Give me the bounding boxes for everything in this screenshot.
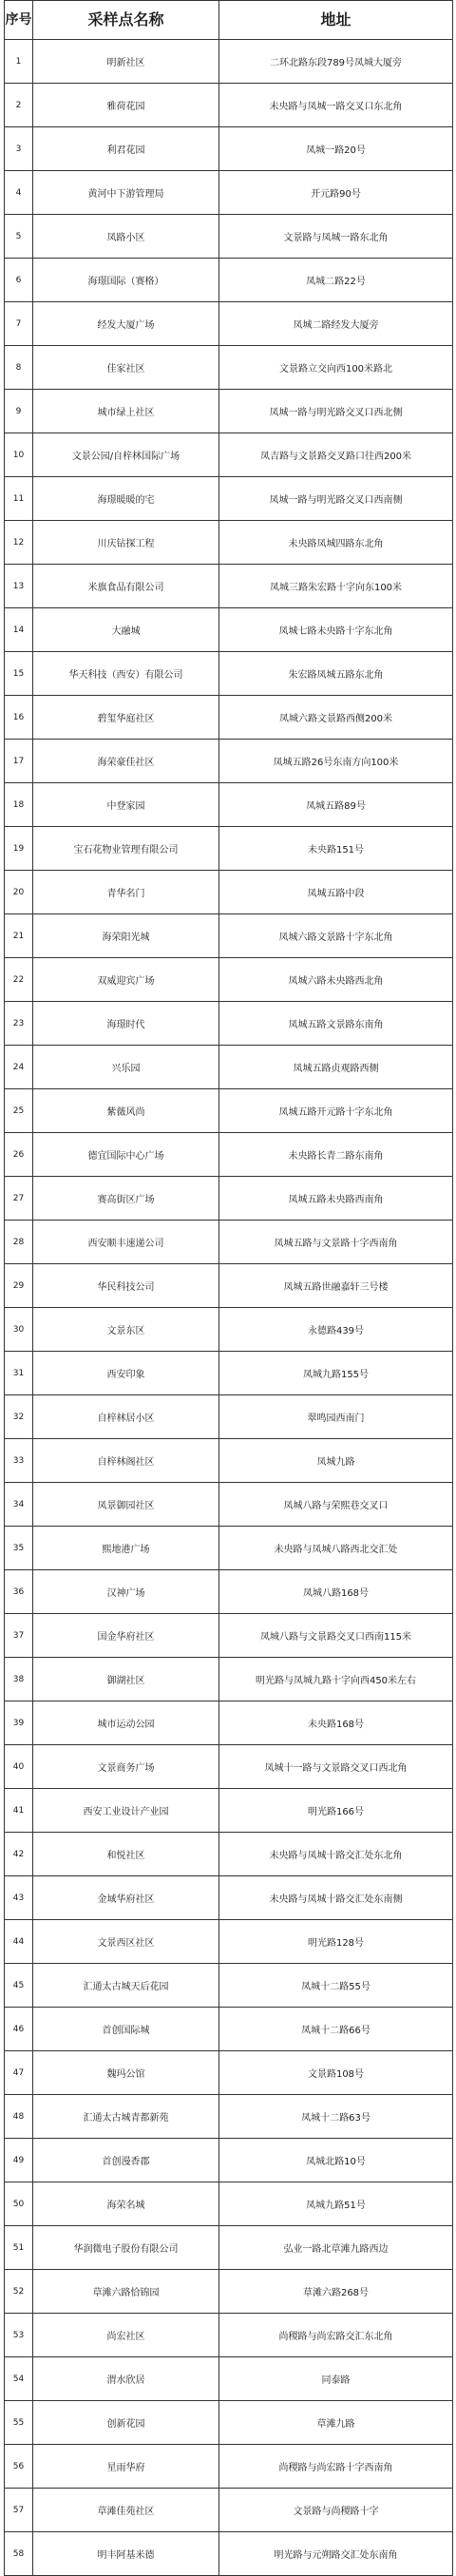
row-index: 33 <box>5 1439 33 1483</box>
table-row <box>5 652 453 696</box>
row-address: 凤城五路开元路十字东北角 <box>219 1089 453 1133</box>
table-row <box>5 696 453 740</box>
row-address: 开元路90号 <box>219 171 453 215</box>
table-row <box>5 1701 453 1745</box>
table-row <box>5 2139 453 2182</box>
row-address: 未央路与凤城十路交汇处东南侧 <box>219 1876 453 1920</box>
table-row <box>5 302 453 346</box>
table-row <box>5 1964 453 2008</box>
table-row <box>5 565 453 608</box>
row-address: 凤城五路与文景路十字西南角 <box>219 1221 453 1264</box>
row-address: 凤城七路未央路十字东北角 <box>219 608 453 652</box>
table-row <box>5 1089 453 1133</box>
row-address: 永德路439号 <box>219 1308 453 1352</box>
table-row <box>5 1177 453 1221</box>
row-index: 15 <box>5 652 33 696</box>
row-name: 文景公园/自梓林国际广场 <box>33 433 219 477</box>
table-row <box>5 346 453 390</box>
row-name: 海璟国际（赛格） <box>33 259 219 302</box>
table-row <box>5 2226 453 2270</box>
row-name: 首创漫香郡 <box>33 2139 219 2182</box>
table-row <box>5 84 453 127</box>
row-address: 凤城十一路与文景路交叉口西北角 <box>219 1745 453 1789</box>
row-address: 凤城五路89号 <box>219 783 453 827</box>
table-row <box>5 2182 453 2226</box>
row-index: 22 <box>5 958 33 1002</box>
row-address: 凤城八路与荣熙巷交叉口 <box>219 1483 453 1527</box>
table-row <box>5 2357 453 2401</box>
table-row <box>5 390 453 433</box>
row-address: 凤城北路10号 <box>219 2139 453 2182</box>
row-address: 凤城八路与文景路交叉口西南115米 <box>219 1614 453 1658</box>
row-name: 德宜国际中心广场 <box>33 1133 219 1177</box>
row-address: 明光路128号 <box>219 1920 453 1964</box>
table-row <box>5 1658 453 1701</box>
row-name: 大融城 <box>33 608 219 652</box>
table-row <box>5 2445 453 2489</box>
row-address: 凤城八路168号 <box>219 1570 453 1614</box>
row-name: 明新社区 <box>33 40 219 84</box>
row-address: 凤城十二路63号 <box>219 2095 453 2139</box>
row-address: 二环北路东段789号凤城大厦旁 <box>219 40 453 84</box>
sampling-points-table-container <box>4 0 453 2576</box>
row-index: 25 <box>5 1089 33 1133</box>
row-index: 57 <box>5 2489 33 2532</box>
row-index: 37 <box>5 1614 33 1658</box>
row-address: 草滩九路 <box>219 2401 453 2445</box>
row-address: 未央路与凤城一路交叉口东北角 <box>219 84 453 127</box>
table-row <box>5 2270 453 2314</box>
table-row <box>5 2095 453 2139</box>
row-name: 兴乐园 <box>33 1046 219 1089</box>
table-header <box>5 1 453 40</box>
row-name: 创新花园 <box>33 2401 219 2445</box>
row-address: 未央路长青二路东南角 <box>219 1133 453 1177</box>
row-index: 47 <box>5 2051 33 2095</box>
table-row <box>5 127 453 171</box>
row-name: 汇通太古城青都新苑 <box>33 2095 219 2139</box>
row-name: 黄河中下游管理局 <box>33 171 219 215</box>
row-index: 56 <box>5 2445 33 2489</box>
row-address: 草滩六路268号 <box>219 2270 453 2314</box>
row-index: 29 <box>5 1264 33 1308</box>
row-index: 32 <box>5 1395 33 1439</box>
row-index: 43 <box>5 1876 33 1920</box>
row-index: 46 <box>5 2008 33 2051</box>
row-name: 碧玺华庭社区 <box>33 696 219 740</box>
table-row <box>5 171 453 215</box>
row-index: 49 <box>5 2139 33 2182</box>
row-name: 文景商务广场 <box>33 1745 219 1789</box>
row-name: 双威迎宾广场 <box>33 958 219 1002</box>
row-index: 45 <box>5 1964 33 2008</box>
row-index: 41 <box>5 1789 33 1833</box>
row-address: 弘业一路北草滩九路西边 <box>219 2226 453 2270</box>
table-row <box>5 1789 453 1833</box>
table-row <box>5 1221 453 1264</box>
table-row <box>5 1614 453 1658</box>
table-row <box>5 2532 453 2576</box>
row-address: 凤城一路与明光路交叉口西南侧 <box>219 477 453 521</box>
table-row <box>5 1483 453 1527</box>
table-row <box>5 783 453 827</box>
row-address: 文景路与尚稷路十字 <box>219 2489 453 2532</box>
row-name: 熙地港广场 <box>33 1527 219 1570</box>
row-index: 35 <box>5 1527 33 1570</box>
row-index: 53 <box>5 2314 33 2357</box>
row-name: 海璟时代 <box>33 1002 219 1046</box>
row-index: 8 <box>5 346 33 390</box>
row-address: 凤城二路22号 <box>219 259 453 302</box>
row-name: 华润微电子股份有限公司 <box>33 2226 219 2270</box>
row-index: 14 <box>5 608 33 652</box>
row-address: 同泰路 <box>219 2357 453 2401</box>
row-address: 未央路与凤城十路交汇处东北角 <box>219 1833 453 1876</box>
row-name: 魏玛公馆 <box>33 2051 219 2095</box>
row-name: 川庆钻探工程 <box>33 521 219 565</box>
sampling-points-table <box>4 0 453 2576</box>
row-name: 紫薇风尚 <box>33 1089 219 1133</box>
row-name: 汇通太古城天后花园 <box>33 1964 219 2008</box>
row-address: 明光路与凤城九路十字向西450米左右 <box>219 1658 453 1701</box>
row-name: 华天科技（西安）有限公司 <box>33 652 219 696</box>
row-address: 凤城十二路66号 <box>219 2008 453 2051</box>
header-row <box>5 1 453 40</box>
row-address: 凤城五路贞观路西侧 <box>219 1046 453 1089</box>
row-name: 尚宏社区 <box>33 2314 219 2357</box>
table-body <box>5 40 453 2576</box>
row-address: 未央路168号 <box>219 1701 453 1745</box>
header-name: 采样点名称 <box>33 1 219 40</box>
row-address: 尚稷路与尚宏路十字西南角 <box>219 2445 453 2489</box>
row-address: 凤吉路与文景路交叉路口往西200米 <box>219 433 453 477</box>
row-address: 凤城十二路55号 <box>219 1964 453 2008</box>
row-name: 御湖社区 <box>33 1658 219 1701</box>
row-name: 海璟暖暖的宅 <box>33 477 219 521</box>
row-address: 凤城九路155号 <box>219 1352 453 1395</box>
row-address: 翠鸣园西南门 <box>219 1395 453 1439</box>
row-index: 55 <box>5 2401 33 2445</box>
row-index: 7 <box>5 302 33 346</box>
row-name: 米旗食品有限公司 <box>33 565 219 608</box>
table-row <box>5 2051 453 2095</box>
row-name: 海荣阳光城 <box>33 914 219 958</box>
row-name: 宝石花物业管理有限公司 <box>33 827 219 871</box>
table-row <box>5 1133 453 1177</box>
table-row <box>5 2314 453 2357</box>
table-row <box>5 740 453 783</box>
table-row <box>5 2489 453 2532</box>
table-row <box>5 2008 453 2051</box>
row-address: 文景路108号 <box>219 2051 453 2095</box>
row-address: 明光路与元朔路交汇处东南角 <box>219 2532 453 2576</box>
row-name: 青华名门 <box>33 871 219 914</box>
row-index: 2 <box>5 84 33 127</box>
row-address: 凤城五路26号东南方向100米 <box>219 740 453 783</box>
table-row <box>5 1395 453 1439</box>
header-address: 地址 <box>219 1 453 40</box>
table-row <box>5 1833 453 1876</box>
row-index: 36 <box>5 1570 33 1614</box>
row-address: 凤城三路朱宏路十字向东100米 <box>219 565 453 608</box>
row-index: 38 <box>5 1658 33 1701</box>
table-row <box>5 1920 453 1964</box>
row-index: 24 <box>5 1046 33 1089</box>
row-name: 雅荷花园 <box>33 84 219 127</box>
row-name: 赛高街区广场 <box>33 1177 219 1221</box>
row-index: 12 <box>5 521 33 565</box>
row-index: 21 <box>5 914 33 958</box>
table-row <box>5 215 453 259</box>
table-row <box>5 1308 453 1352</box>
table-row <box>5 958 453 1002</box>
row-index: 5 <box>5 215 33 259</box>
row-address: 凤城六路未央路西北角 <box>219 958 453 1002</box>
row-name: 文景西区社区 <box>33 1920 219 1964</box>
row-address: 未央路凤城四路东北角 <box>219 521 453 565</box>
row-index: 26 <box>5 1133 33 1177</box>
row-index: 58 <box>5 2532 33 2576</box>
row-index: 19 <box>5 827 33 871</box>
table-row <box>5 433 453 477</box>
row-address: 朱宏路凤城五路东北角 <box>219 652 453 696</box>
row-name: 经发大厦广场 <box>33 302 219 346</box>
row-name: 佳家社区 <box>33 346 219 390</box>
row-name: 西安印象 <box>33 1352 219 1395</box>
row-name: 城市绿上社区 <box>33 390 219 433</box>
row-address: 凤城九路 <box>219 1439 453 1483</box>
table-row <box>5 1527 453 1570</box>
row-index: 34 <box>5 1483 33 1527</box>
table-row <box>5 1046 453 1089</box>
row-index: 51 <box>5 2226 33 2270</box>
table-row <box>5 1352 453 1395</box>
row-name: 凤景御园社区 <box>33 1483 219 1527</box>
table-row <box>5 608 453 652</box>
row-name: 渭水欣居 <box>33 2357 219 2401</box>
row-name: 自梓林阁社区 <box>33 1439 219 1483</box>
row-address: 未央路与凤城八路西北交汇处 <box>219 1527 453 1570</box>
row-address: 明光路166号 <box>219 1789 453 1833</box>
row-address: 凤城九路51号 <box>219 2182 453 2226</box>
row-name: 文景东区 <box>33 1308 219 1352</box>
table-row <box>5 1264 453 1308</box>
row-index: 1 <box>5 40 33 84</box>
row-index: 42 <box>5 1833 33 1876</box>
row-name: 国金华府社区 <box>33 1614 219 1658</box>
row-name: 汉神广场 <box>33 1570 219 1614</box>
row-name: 金域华府社区 <box>33 1876 219 1920</box>
row-address: 凤城六路文景路十字东北角 <box>219 914 453 958</box>
row-index: 54 <box>5 2357 33 2401</box>
row-address: 文景路与凤城一路东北角 <box>219 215 453 259</box>
row-name: 草滩六路恰锦园 <box>33 2270 219 2314</box>
row-index: 4 <box>5 171 33 215</box>
row-address: 凤城二路经发大厦旁 <box>219 302 453 346</box>
row-index: 3 <box>5 127 33 171</box>
row-name: 城市运动公园 <box>33 1701 219 1745</box>
row-index: 16 <box>5 696 33 740</box>
row-index: 28 <box>5 1221 33 1264</box>
row-index: 50 <box>5 2182 33 2226</box>
row-index: 18 <box>5 783 33 827</box>
row-index: 44 <box>5 1920 33 1964</box>
row-index: 48 <box>5 2095 33 2139</box>
row-index: 23 <box>5 1002 33 1046</box>
table-row <box>5 1002 453 1046</box>
row-address: 尚稷路与尚宏路交汇东北角 <box>219 2314 453 2357</box>
row-address: 凤城五路世融嘉轩三号楼 <box>219 1264 453 1308</box>
row-name: 西安工业设计产业园 <box>33 1789 219 1833</box>
table-row <box>5 914 453 958</box>
row-index: 39 <box>5 1701 33 1745</box>
row-name: 星雨华府 <box>33 2445 219 2489</box>
row-name: 首创国际城 <box>33 2008 219 2051</box>
row-name: 凤路小区 <box>33 215 219 259</box>
row-index: 20 <box>5 871 33 914</box>
table-row <box>5 1439 453 1483</box>
row-index: 52 <box>5 2270 33 2314</box>
row-index: 13 <box>5 565 33 608</box>
row-name: 华民科技公司 <box>33 1264 219 1308</box>
row-name: 利君花园 <box>33 127 219 171</box>
table-row <box>5 1876 453 1920</box>
row-address: 凤城五路文景路东南角 <box>219 1002 453 1046</box>
table-row <box>5 827 453 871</box>
table-row <box>5 871 453 914</box>
row-address: 文景路立交向西100米路北 <box>219 346 453 390</box>
row-index: 27 <box>5 1177 33 1221</box>
row-address: 凤城一路20号 <box>219 127 453 171</box>
row-address: 凤城一路与明光路交叉口西北侧 <box>219 390 453 433</box>
row-address: 凤城五路中段 <box>219 871 453 914</box>
row-index: 10 <box>5 433 33 477</box>
row-index: 11 <box>5 477 33 521</box>
row-name: 自梓林居小区 <box>33 1395 219 1439</box>
row-name: 海荣豪佳社区 <box>33 740 219 783</box>
row-index: 9 <box>5 390 33 433</box>
row-name: 海荣名城 <box>33 2182 219 2226</box>
table-row <box>5 2401 453 2445</box>
row-index: 31 <box>5 1352 33 1395</box>
row-index: 17 <box>5 740 33 783</box>
row-address: 未央路151号 <box>219 827 453 871</box>
row-address: 凤城六路文景路西侧200米 <box>219 696 453 740</box>
row-name: 中登家园 <box>33 783 219 827</box>
row-index: 40 <box>5 1745 33 1789</box>
table-row <box>5 1570 453 1614</box>
table-row <box>5 40 453 84</box>
table-row <box>5 477 453 521</box>
table-row <box>5 1745 453 1789</box>
row-index: 30 <box>5 1308 33 1352</box>
row-name: 和悦社区 <box>33 1833 219 1876</box>
row-name: 西安顺丰速递公司 <box>33 1221 219 1264</box>
row-name: 草滩佳苑社区 <box>33 2489 219 2532</box>
table-row <box>5 521 453 565</box>
row-address: 凤城五路未央路西南角 <box>219 1177 453 1221</box>
row-name: 明丰阿基米德 <box>33 2532 219 2576</box>
row-index: 6 <box>5 259 33 302</box>
header-index: 序号 <box>5 1 33 40</box>
table-row <box>5 259 453 302</box>
